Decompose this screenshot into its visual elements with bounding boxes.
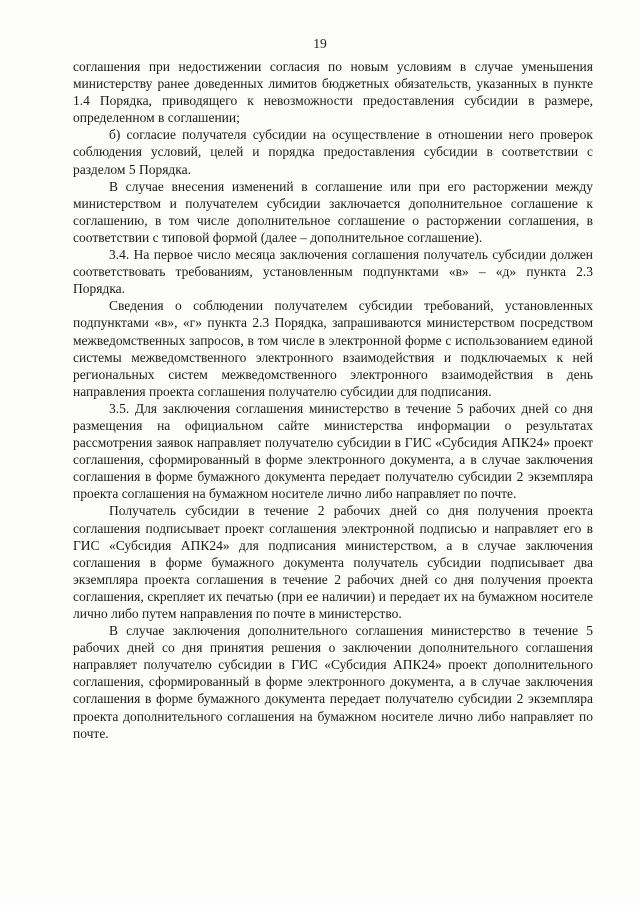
- document-body: [73, 58, 593, 742]
- paragraph-3-4: 3.4. На первое число месяца заключения соглашения получатель субсидии должен соответствовать требованиям, установленным подпунктами «в» – «д» пункта 2.3 Порядка.: [73, 247, 593, 297]
- paragraph-3-5: 3.5. Для заключения соглашения министерство в течение 5 рабочих дней со дня размещения на официальном сайте министерства информации о результатах рассмотрения заявок направляет получателю субсидии в ГИС «Субсидия АПК24» проект соглашения, сформированный в форме электронного документа, а в случае заключения соглашения в форме бумажного документа передает получателю субсидии 2 экземпляра проекта соглашения на бумажном носителе лично либо направляет по почте.: [73, 400, 593, 502]
- page-number: 19: [313, 36, 327, 51]
- paragraph-recipient: Получатель субсидии в течение 2 рабочих дней со дня получения проекта соглашения подписывает проект соглашения электронной подписью и направляет его в ГИС «Субсидия АПК24» для подписания министерством, а в случае заключения соглашения в форме бумажного документа получатель субсидии подписывает два экземпляра проекта соглашения в течение 2 рабочих дней со дня получения проекта соглашения, скрепляет их печатью (при ее наличии) и передает их на бумажном носителе лично либо путем направления по почте в министерство.: [73, 503, 593, 621]
- paragraph-item-b: б) согласие получателя субсидии на осуществление в отношении него проверок соблюдения условий, целей и порядка предоставления субсидии в соответствии с разделом 5 Порядка.: [73, 127, 593, 177]
- paragraph-amendments: В случае внесения изменений в соглашение или при его расторжении между министерством и получателем субсидии заключается дополнительное соглашение к соглашению, в том числе дополнительное соглашение о расторжении соглашения, в соответствии с типовой формой (далее – дополнительное соглашение).: [73, 178, 593, 245]
- paragraph-additional-agreement: В случае заключения дополнительного соглашения министерство в течение 5 рабочих дней со дня принятия решения о заключении дополнительного соглашения направляет получателю субсидии в ГИС «Субсидия АПК24» проект дополнительного соглашения, сформированный в форме электронного документа, а в случае заключения соглашения в форме бумажного документа передает получателю субсидии 2 экземпляра проекта дополнительного соглашения на бумажном носителе лично либо направляет по почте.: [73, 623, 593, 741]
- paragraph-continuation: соглашения при недостижении согласия по новым условиям в случае уменьшения министерству ранее доведенных лимитов бюджетных обязательств, указанных в пункте 1.4 Порядка, приводящего к невозможности предоставления субсидии в размере, определенном в соглашении;: [73, 59, 593, 126]
- paragraph-information: Сведения о соблюдении получателем субсидии требований, установленных подпунктами «в», «г» пункта 2.3 Порядка, запрашиваются министерством посредством межведомственных запросов, в том числе в электронной форме с использованием единой системы межведомственного электронного взаимодействия и подключаемых к ней региональных систем межведомственного электронного взаимодействия в день направления проекта соглашения получателю субсидии для подписания.: [73, 298, 593, 399]
